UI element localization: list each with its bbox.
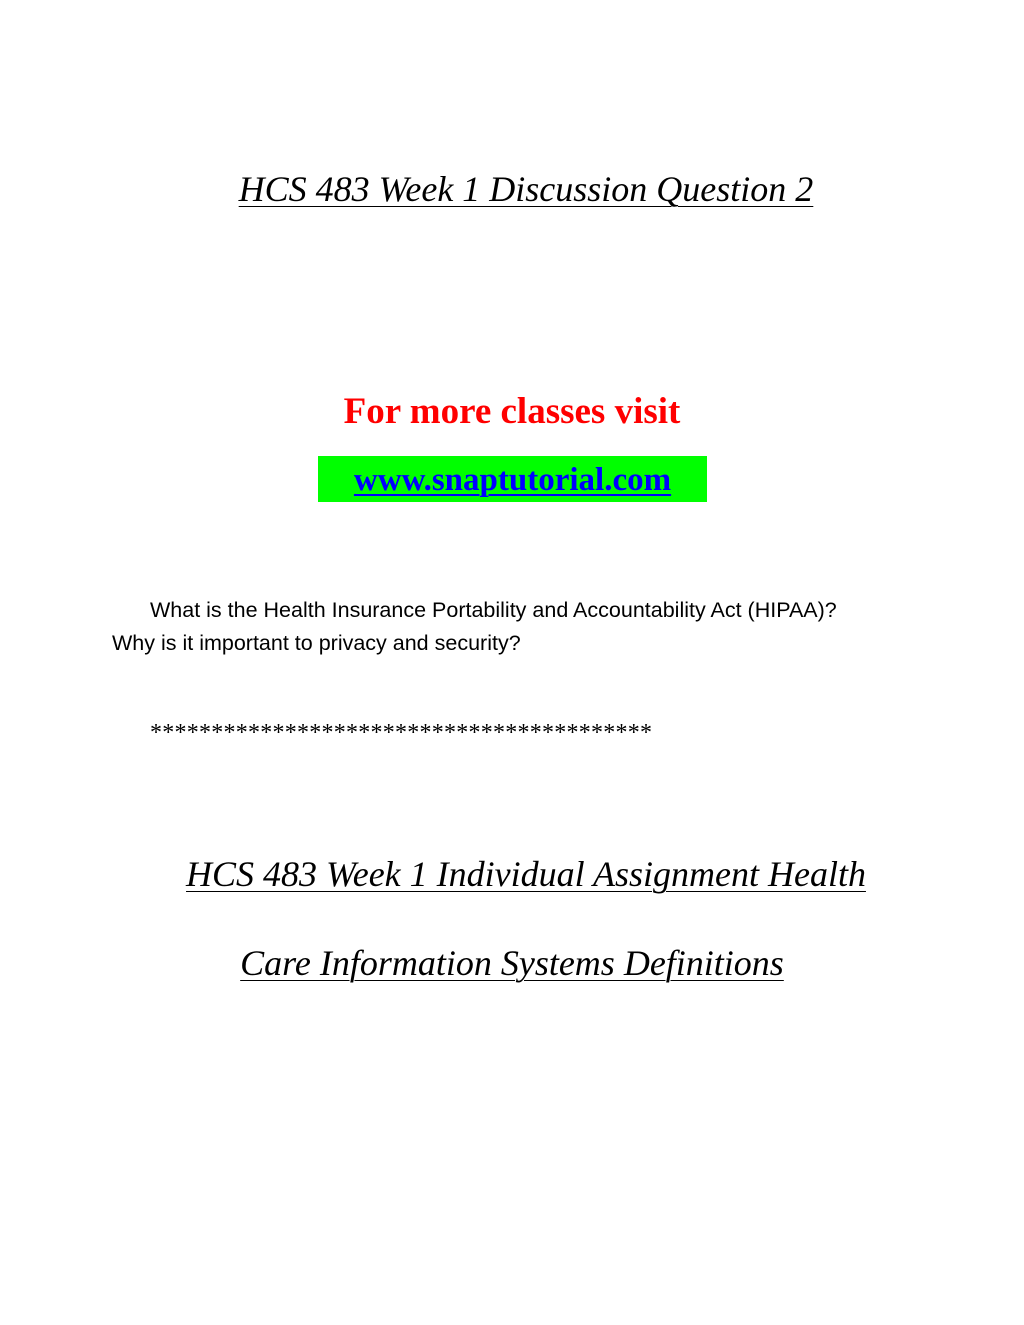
assignment-title-line-1-text: HCS 483 Week 1 Individual Assignment Health	[186, 854, 866, 894]
promo-text: For more classes visit	[343, 391, 681, 432]
discussion-title	[14, 168, 1024, 210]
assignment-title-line-1	[14, 853, 1024, 895]
link-highlight	[318, 456, 707, 506]
snaptutorial-link[interactable]: www.snaptutorial.com	[318, 456, 707, 502]
discussion-title-text: HCS 483 Week 1 Discussion Question 2	[238, 169, 814, 209]
question-text: What is the Health Insurance Portability and Accountability Act (HIPAA)? Why is it important to privacy and security?	[112, 598, 837, 655]
assignment-title-line-2	[0, 942, 1024, 984]
asterisk-divider: *****************************************	[150, 720, 653, 746]
assignment-title-line-2-text: Care Information Systems Definitions	[240, 943, 784, 983]
